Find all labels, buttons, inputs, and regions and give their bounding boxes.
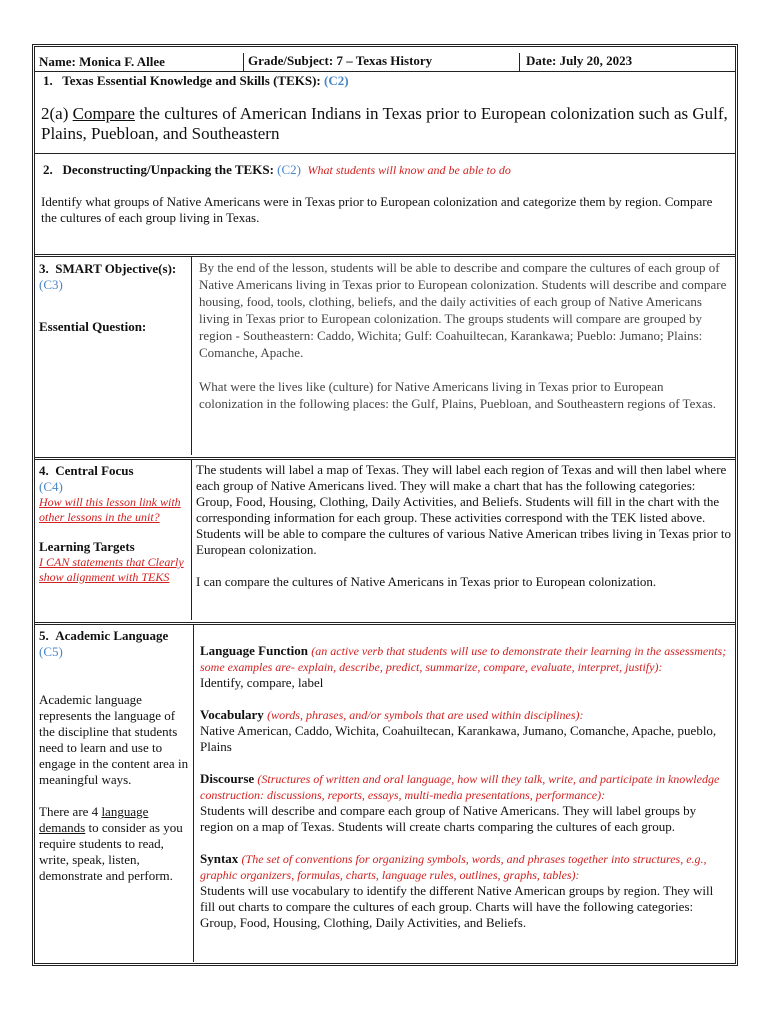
name-value: Monica F. Allee (79, 54, 165, 69)
central-focus-note: How will this lesson link with other lessons in the unit? (39, 495, 181, 524)
section-4-central-focus (35, 457, 735, 621)
header-grade-cell (243, 53, 519, 71)
section-5-academic-language (35, 622, 735, 963)
name-label: Name: (39, 54, 76, 69)
learning-target-text: I can compare the cultures of Native Americans in Texas prior to European colonization. (196, 574, 657, 589)
teks-keyword: Compare (72, 104, 135, 123)
smart-title: SMART Objective(s): (55, 261, 177, 276)
section-4-left: 4. Central Focus (C4) How will this lesson link with other lessons in the unit? Learning Targets I CAN statements that Clearly show alignment with TEKS (39, 463, 189, 585)
essential-question-text: What were the lives like (culture) for Native Americans living in Texas prior to European colonization in the following places: the Gulf, Plains, Puebloan, and Southeastern regions of Texas. (199, 379, 716, 411)
section-3-left: 3. SMART Objective(s): (C3) Essential Question: (39, 261, 189, 335)
lesson-plan-page (32, 44, 738, 966)
date-value: July 20, 2023 (559, 53, 633, 68)
header-name-cell (39, 54, 239, 72)
learning-targets-label: Learning Targets (39, 539, 135, 554)
academic-language-definition: Academic language represents the language of the discipline that students need to learn and use to engage in the content area in meaningful ways. (39, 692, 189, 787)
vocabulary-block: Vocabulary (words, phrases, and/or symbols that are used within disciplines): Native American, Caddo, Wichita, Coahuiltecan, Karankawa, Jumano, Comanche, Apache, pueblo, Plains (200, 707, 717, 754)
grade-value: 7 – Texas History (336, 53, 433, 68)
section-2-unpacking (35, 153, 735, 255)
essential-question-label: Essential Question: (39, 319, 147, 334)
section-2-note: What students will know and be able to do (307, 163, 511, 177)
discourse-block: Discourse (Structures of written and oral language, how will they talk, write, and participate in knowledge construction: discussions, reports, essays, multi-media presentations, performance): Students will describe and compare each group of Native Americans. They will label groups by region on a map of Texas. Students will create charts comparing the cultures of each group. (200, 771, 720, 834)
section-4-code: (C4) (39, 479, 63, 494)
section-1-heading: 1. Texas Essential Knowledge and Skills (TEKS): (C2) (43, 73, 349, 88)
section-5-right (193, 625, 735, 962)
date-label: Date: (526, 53, 557, 68)
section-2-body: Identify what groups of Native Americans were in Texas prior to European colonization and categorize them by region. Compare the cultures of each group living in Texas. (41, 194, 713, 225)
central-focus-title: Central Focus (55, 463, 134, 478)
academic-language-title: Academic Language (55, 628, 169, 643)
section-2-heading: 2. Deconstructing/Unpacking the TEKS: (C2) What students will know and be able to do (43, 162, 511, 177)
smart-objective-text: By the end of the lesson, students will be able to describe and compare the cultures of each group of Native Americans living in Texas prior to European colonization. Students will describe and compare housing, food, tools, clothing, beliefs, and the daily activities of each group of Native Americans living in Texas prior to European colonization. The groups students will compare are grouped by region - Southeastern: Caddo, Wichita; Gulf: Coahuiltecan, Karankawa; Pueblo: Jumano; Plains: Comanche, Apache. (199, 260, 727, 360)
section-3-objective (35, 254, 735, 456)
section-3-right (191, 257, 735, 455)
section-3-code: (C3) (39, 277, 63, 292)
language-function-block: Language Function (an active verb that students will use to demonstrate their learning in the assessments; some examples are- explain, describe, predict, summarize, compare, evaluate, interpret, justify): Identify, compare, label (200, 643, 727, 690)
section-5-left: 5. Academic Language (C5) Academic language represents the language of the discipline that students need to learn and use to engage in the content area in meaningful ways. There are 4 language demands to consider as you require students to read, write, speak, listen, demonstrate and perform. (39, 628, 191, 884)
header-date-cell (519, 53, 735, 71)
section-1-teks (35, 71, 735, 151)
section-4-right (191, 460, 735, 620)
syntax-block: Syntax (The set of conventions for organizing symbols, words, and phrases together into structures, e.g., graphic organizers, formulas, charts, language rules, outlines, graphs, tables): Students will use vocabulary to identify the different Native American groups by region. They will fill out charts to compare the cultures of each group. Charts will have the following categories: Group, Food, Housing, Clothing, Daily Activities, and Beliefs. (200, 851, 714, 930)
language-demands-text: There are 4 language demands to consider as you require students to read, write, speak, listen, demonstrate and perform. (39, 804, 183, 883)
section-5-code: (C5) (39, 644, 63, 659)
teks-statement: 2(a) Compare the cultures of American Indians in Texas prior to European colonization such as Gulf, Plains, Puebloan, and Southeastern (41, 104, 728, 143)
section-1-title: Texas Essential Knowledge and Skills (TEKS): (62, 73, 321, 88)
section-2-code: (C2) (277, 162, 301, 177)
learning-targets-note: I CAN statements that Clearly show alignment with TEKS (39, 555, 184, 584)
central-focus-text: The students will label a map of Texas. They will label each region of Texas and will then label where each group of Native Americans lived. They will make a chart that has the following categories: Group, Food, Housing, Clothing, Daily Activities, and Beliefs. Students will fill in the chart with the corresponding information for each group. These activities correspond with the TEK listed above. Students will be able to compare the cultures of various Native American tribes living in Texas prior to European colonization. (196, 462, 731, 557)
grade-label: Grade/Subject: (248, 53, 334, 68)
section-2-title: Deconstructing/Unpacking the TEKS: (62, 162, 274, 177)
section-1-code: (C2) (324, 73, 349, 88)
